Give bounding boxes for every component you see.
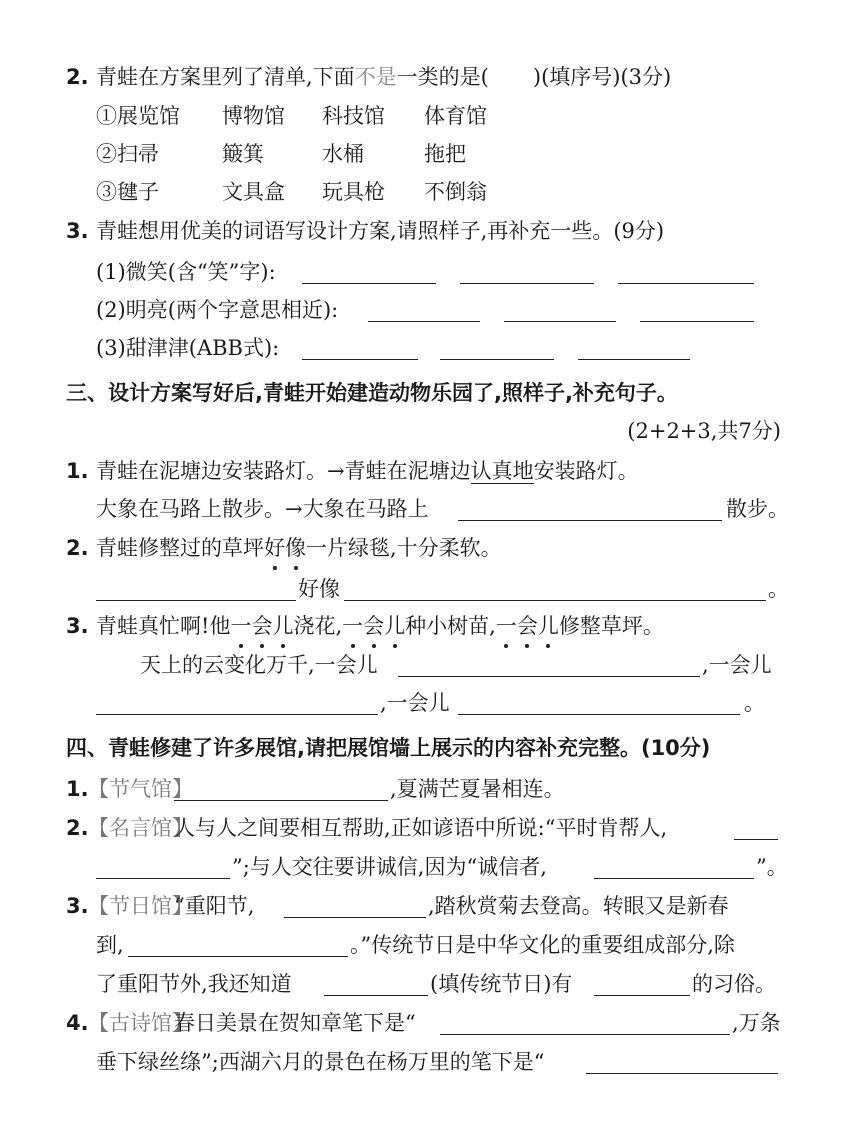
s3-q3-dotted-char: 会 [251, 611, 272, 641]
q2-text-b: 一类的是( [396, 65, 489, 89]
answer-blank[interactable] [458, 692, 740, 715]
s4-q4-text-b: ,万条 [732, 1011, 781, 1035]
q2-option: 体育馆 [424, 104, 487, 128]
answer-blank[interactable] [368, 299, 480, 322]
s4-q3-text-a: “重阳节, [174, 894, 255, 918]
answer-blank[interactable] [96, 856, 230, 879]
s4-q2-end: ”。 [756, 855, 788, 879]
q2-text-not: 不是 [354, 65, 397, 89]
s4-q4-line2 [0, 1047, 841, 1077]
answer-blank[interactable] [734, 817, 778, 840]
section-4-title: 四、青蛙修建了许多展馆,请把展馆墙上展示的内容补充完整。(10分) [66, 736, 711, 760]
q2-option: ②扫帚 [96, 142, 159, 166]
s3-q1-line [0, 456, 841, 486]
s4-q4-tag: 【古诗馆】 [88, 1011, 193, 1035]
answer-blank[interactable] [96, 692, 378, 715]
answer-blank[interactable] [440, 337, 554, 360]
q2-option: 博物馆 [222, 104, 285, 128]
s3-q2-end: 。 [768, 577, 789, 601]
s3-q2-dotted-char: 好 [264, 533, 285, 563]
q2-text-a: 青蛙在方案里列了清单,下面 [96, 65, 355, 89]
section-3-title-line [0, 378, 841, 408]
answer-blank[interactable] [578, 337, 690, 360]
q2-option: 拖把 [424, 142, 466, 166]
q2-row-1 [0, 101, 841, 131]
s4-q1-line [0, 774, 841, 804]
answer-blank[interactable] [302, 261, 436, 284]
s3-q1-example-b: 安装路灯。 [533, 459, 639, 483]
q2-option: 簸箕 [222, 142, 264, 166]
s3-q3-line3 [0, 688, 841, 718]
s3-q3-dotted-char: 儿 [272, 611, 293, 641]
answer-blank[interactable] [302, 337, 418, 360]
s4-q2-tag: 【名言馆】 [88, 816, 193, 840]
s3-q3-dotted-char: 一 [342, 611, 363, 641]
s3-q3-text-b: 浇花, [293, 614, 343, 638]
s3-q3-text-a: 青蛙真忙啊!他 [96, 614, 231, 638]
q2-option: 不倒翁 [424, 180, 487, 204]
s3-q2-dotted-char: 像 [285, 533, 306, 563]
q3-number: 3. [66, 219, 89, 243]
q2-option: 水桶 [322, 142, 364, 166]
answer-blank[interactable] [458, 498, 722, 521]
section-3-score-line [0, 416, 841, 446]
q3-item-label: (2)明亮(两个字意思相近): [96, 298, 339, 322]
s3-q3-line2 [0, 650, 841, 680]
s3-q3-number: 3. [66, 614, 89, 638]
s4-q2-text-b: ”;与人交往要讲诚信,因为“诚信者, [232, 855, 547, 879]
s3-q3-dotted-char: 一 [496, 611, 517, 641]
s3-q3-text-c: 种小树苗, [405, 614, 496, 638]
q2-text [96, 62, 671, 92]
q2-text-c: )(填序号)(3分) [532, 65, 672, 89]
q3-item-label: (1)微笑(含“笑”字): [96, 260, 276, 284]
section-3-title: 三、设计方案写好后,青蛙开始建造动物乐园了,照样子,补充句子。 [66, 381, 678, 405]
q2-option: 科技馆 [322, 104, 385, 128]
s3-q1-prompt-end: 散步。 [726, 497, 789, 521]
q2-row-3 [0, 177, 841, 207]
s4-q3-tag: 【节日馆】 [88, 894, 193, 918]
q2-row-2 [0, 139, 841, 169]
section-3-score: (2+2+3,共7分) [627, 419, 781, 443]
s3-q3-end: 。 [744, 691, 765, 715]
q2-option: ①展览馆 [96, 104, 180, 128]
q2-line [0, 62, 841, 92]
s3-q2-mid: 好像 [298, 577, 340, 601]
q2-option: ③毽子 [96, 180, 159, 204]
s4-q3-text-g: 的习俗。 [692, 972, 776, 996]
answer-blank[interactable] [594, 973, 690, 996]
answer-blank[interactable] [586, 1051, 778, 1074]
s4-q4-line [0, 1008, 841, 1038]
q2-number: 2. [66, 65, 89, 89]
answer-blank[interactable] [174, 778, 388, 801]
s3-q2-line2 [0, 574, 841, 604]
s3-q3-text-d: 修整草坪。 [558, 614, 664, 638]
s4-q3-text-f: (填传统节日)有 [430, 972, 573, 996]
q2-option: 文具盒 [222, 180, 285, 204]
s4-q3-number: 3. [66, 894, 89, 918]
s4-q4-text-c: 垂下绿丝绦”;西湖六月的景色在杨万里的笔下是“ [96, 1050, 545, 1074]
s3-q2-line [0, 533, 841, 563]
s4-q2-text: 人与人之间要相互帮助,正如谚语中所说:“平时肯帮人, [174, 816, 668, 840]
s4-q3-text-e: 了重阳节外,我还知道 [96, 972, 292, 996]
s3-q3-dotted-char: 会 [363, 611, 384, 641]
s4-q3-text-d: 。”传统节日是中华文化的重要组成部分,除 [350, 933, 735, 957]
s3-q3-line [0, 611, 841, 641]
answer-blank[interactable] [96, 578, 296, 601]
answer-blank[interactable] [504, 299, 616, 322]
s3-q2-text-b: 一片绿毯,十分柔软。 [306, 536, 502, 560]
answer-blank[interactable] [594, 856, 754, 879]
s3-q3-dotted-char: 一 [230, 611, 251, 641]
answer-blank[interactable] [398, 654, 700, 677]
s3-q3-prompt: 天上的云变化万千,一会儿 [140, 653, 378, 677]
s4-q1-number: 1. [66, 777, 89, 801]
section-4-title-line [0, 733, 841, 763]
q3-text: 青蛙想用优美的词语写设计方案,请照样子,再补充一些。(9分) [96, 219, 665, 243]
s3-q1-line2 [0, 494, 841, 524]
s4-q4-text-a: 春日美景在贺知章笔下是“ [174, 1011, 416, 1035]
s3-q2-example [96, 533, 502, 563]
answer-blank[interactable] [460, 261, 594, 284]
s3-q1-example-a: 青蛙在泥塘边安装路灯。→青蛙在泥塘边 [96, 459, 471, 483]
q3-item-2 [0, 295, 841, 325]
s3-q1-number: 1. [66, 459, 89, 483]
s4-q3-text-c: 到, [96, 933, 124, 957]
answer-blank[interactable] [128, 934, 348, 957]
answer-blank[interactable] [440, 1012, 730, 1035]
s3-q3-prompt-c: ,一会儿 [380, 691, 450, 715]
s3-q3-dotted-char: 儿 [538, 611, 559, 641]
s3-q1-example-underlined: 认真地 [470, 459, 534, 483]
q3-line [0, 216, 841, 246]
q3-item-3 [0, 333, 841, 363]
s4-q3-line2 [0, 930, 841, 960]
s3-q3-example [96, 611, 664, 641]
answer-blank[interactable] [640, 299, 754, 322]
s3-q3-dotted-char: 儿 [384, 611, 405, 641]
answer-blank[interactable] [324, 973, 428, 996]
s3-q1-prompt: 大象在马路上散步。→大象在马路上 [96, 497, 429, 521]
s4-q3-text-b: ,踏秋赏菊去登高。转眼又是新春 [428, 894, 729, 918]
s4-q2-line [0, 813, 841, 843]
q3-item-label: (3)甜津津(ABB式): [96, 336, 280, 360]
answer-blank[interactable] [284, 895, 426, 918]
s4-q2-line2 [0, 852, 841, 882]
s4-q1-tag: 【节气馆】 [88, 777, 193, 801]
s4-q1-text: ,夏满芒夏暑相连。 [390, 777, 565, 801]
s3-q2-number: 2. [66, 536, 89, 560]
s4-q4-number: 4. [66, 1011, 89, 1035]
s3-q3-prompt-b: ,一会儿 [702, 653, 772, 677]
q2-option: 玩具枪 [322, 180, 385, 204]
s3-q2-text-a: 青蛙修整过的草坪 [96, 536, 264, 560]
answer-blank[interactable] [618, 261, 754, 284]
answer-blank[interactable] [344, 578, 766, 601]
s4-q3-line3 [0, 969, 841, 999]
s3-q1-example [96, 456, 639, 486]
s4-q3-line [0, 891, 841, 921]
s4-q2-number: 2. [66, 816, 89, 840]
s3-q3-dotted-char: 会 [517, 611, 538, 641]
q3-item-1 [0, 257, 841, 287]
